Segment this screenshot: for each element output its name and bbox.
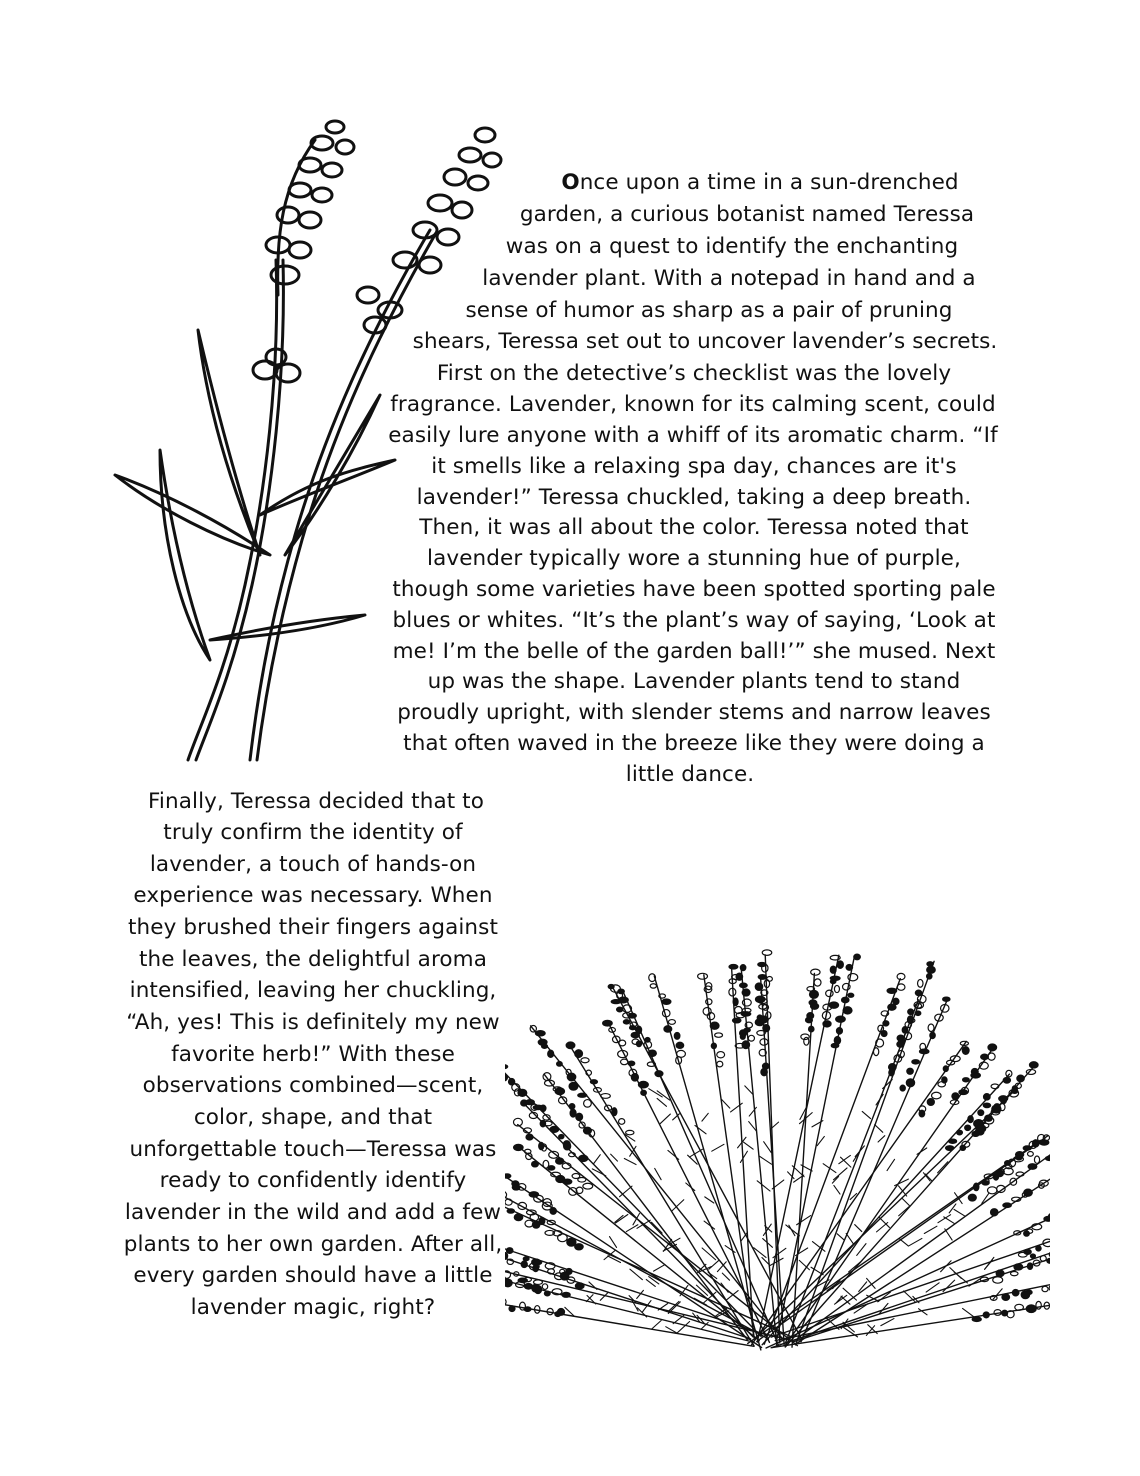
story-line: garden, a curious botanist named Teressa [519, 202, 975, 227]
story-line: Once upon a time in a sun-drenched [561, 170, 959, 195]
story-line: fragrance. Lavender, known for its calming scent, could [390, 392, 996, 417]
story-line: “Ah, yes! This is definitely my new [126, 1010, 500, 1035]
story-line: was on a quest to identify the enchanting [505, 234, 959, 259]
lavender-bush-icon [505, 890, 1050, 1370]
story-line: lavender magic, right? [190, 1295, 436, 1320]
story-line: up was the shape. Lavender plants tend to stand [427, 669, 961, 694]
story-line: plants to her own garden. After all, [123, 1232, 503, 1257]
story-line: lavender, a touch of hands-on [149, 852, 477, 877]
story-line: every garden should have a little [133, 1263, 493, 1288]
story-line: sense of humor as sharp as a pair of pruning [465, 298, 953, 323]
story-line: intensified, leaving her chuckling, [129, 978, 497, 1003]
story-line: Then, it was all about the color. Teressa noted that [419, 515, 969, 540]
story-line: though some varieties have been spotted sporting pale [392, 577, 996, 602]
story-line: experience was necessary. When [133, 883, 493, 908]
story-line: little dance. [625, 762, 755, 787]
story-line: the leaves, the delightful aroma [139, 947, 487, 972]
story-line: First on the detective’s checklist was the lovely [436, 361, 952, 386]
story-line: favorite herb!” With these [171, 1042, 455, 1067]
story-line: shears, Teressa set out to uncover lavender’s secrets. [412, 329, 998, 354]
story-line: ready to confidently identify [159, 1168, 467, 1193]
story-line: truly confirm the identity of [163, 820, 463, 845]
story-line: lavender plant. With a notepad in hand and a [482, 266, 976, 291]
story-line: lavender!” Teressa chuckled, taking a deep breath. [416, 485, 972, 510]
story-line: they brushed their fingers against [128, 915, 498, 940]
story-line: lavender typically wore a stunning hue of purple, [427, 546, 961, 571]
story-line: Finally, Teressa decided that to [148, 789, 484, 814]
story-line: me! I’m the belle of the garden ball!’” she mused. Next [392, 639, 996, 664]
story-line: unforgettable touch—Teressa was [129, 1137, 497, 1162]
story-line: that often waved in the breeze like they were doing a [403, 731, 985, 756]
story-line: easily lure anyone with a whiff of its aromatic charm. “If [388, 423, 998, 448]
story-line: observations combined—scent, [142, 1073, 484, 1098]
story-line: blues or whites. “It’s the plant’s way of saying, ‘Look at [392, 608, 996, 633]
story-line: lavender in the wild and add a few [124, 1200, 502, 1225]
story-line: proudly upright, with slender stems and narrow leaves [397, 700, 991, 725]
story-line: color, shape, and that [193, 1105, 433, 1130]
story-line: it smells like a relaxing spa day, chances are it's [431, 454, 957, 479]
drop-cap: O [561, 170, 580, 195]
